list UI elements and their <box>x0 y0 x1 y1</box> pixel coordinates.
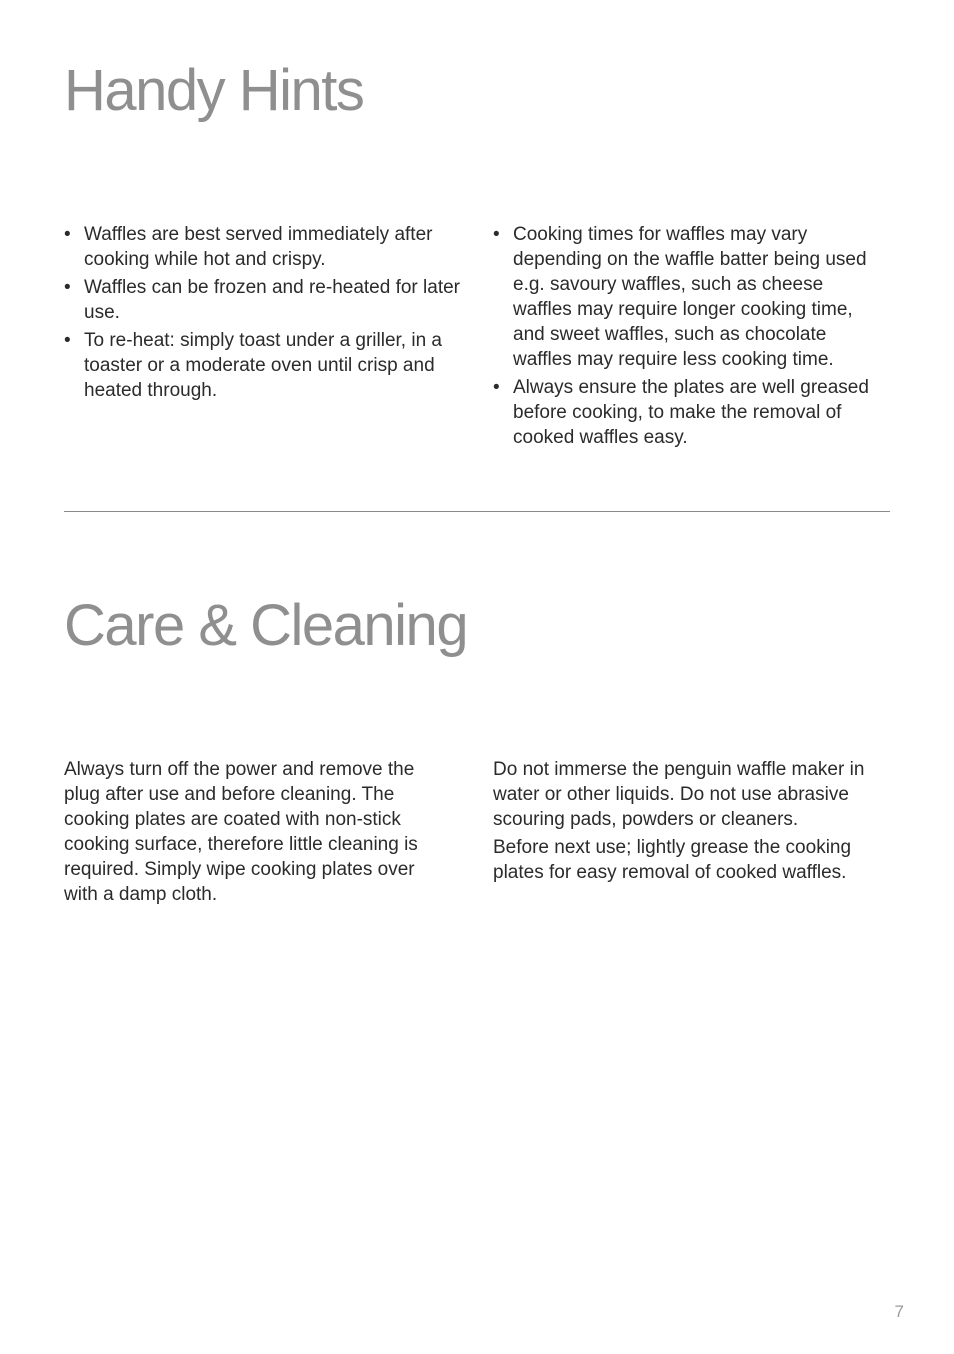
care-cleaning-heading: Care & Cleaning <box>64 593 468 658</box>
care-paragraph: Always turn off the power and remove the plug after use and before cleaning. The cooking plates are coated with non-stick cooking surface, therefore little cleaning is required. Simply wipe cooking plates over with a damp cloth. <box>64 759 418 905</box>
list-item <box>493 375 883 450</box>
care-paragraph: Do not immerse the penguin waffle maker in water or other liquids. Do not use abrasive scouring pads, powders or cleaners. <box>493 759 865 830</box>
list-item <box>64 328 464 403</box>
list-item <box>64 275 464 325</box>
bullet-icon: • <box>493 224 500 245</box>
list-item-text: Cooking times for waffles may vary depending on the waffle batter being used e.g. savoury waffles, such as cheese waffles may require longer cooking time, and sweet waffles, such as chocolate waffles may require less cooking time. <box>513 224 867 370</box>
bullet-icon: • <box>64 224 71 245</box>
care-left-column <box>64 757 444 910</box>
bullet-icon: • <box>64 277 71 298</box>
list-item-text: To re-heat: simply toast under a griller, in a toaster or a moderate oven until crisp and heated through. <box>84 330 443 401</box>
hints-left-list <box>64 222 464 403</box>
care-right-column <box>493 757 888 888</box>
handy-hints-heading: Handy Hints <box>64 58 364 123</box>
section-divider <box>64 511 890 512</box>
care-paragraph: Before next use; lightly grease the cooking plates for easy removal of cooked waffles. <box>493 837 852 883</box>
list-item <box>493 222 883 372</box>
list-item-text: Always ensure the plates are well greased before cooking, to make the removal of cooked waffles easy. <box>513 377 869 448</box>
hints-left-column <box>64 222 464 406</box>
list-item-text: Waffles are best served immediately after cooking while hot and crispy. <box>84 224 433 270</box>
bullet-icon: • <box>64 330 71 351</box>
hints-right-column <box>493 222 883 453</box>
hints-right-list <box>493 222 883 450</box>
list-item <box>64 222 464 272</box>
page-number: 7 <box>894 1302 904 1321</box>
list-item-text: Waffles can be frozen and re-heated for later use. <box>84 277 460 323</box>
bullet-icon: • <box>493 377 500 398</box>
